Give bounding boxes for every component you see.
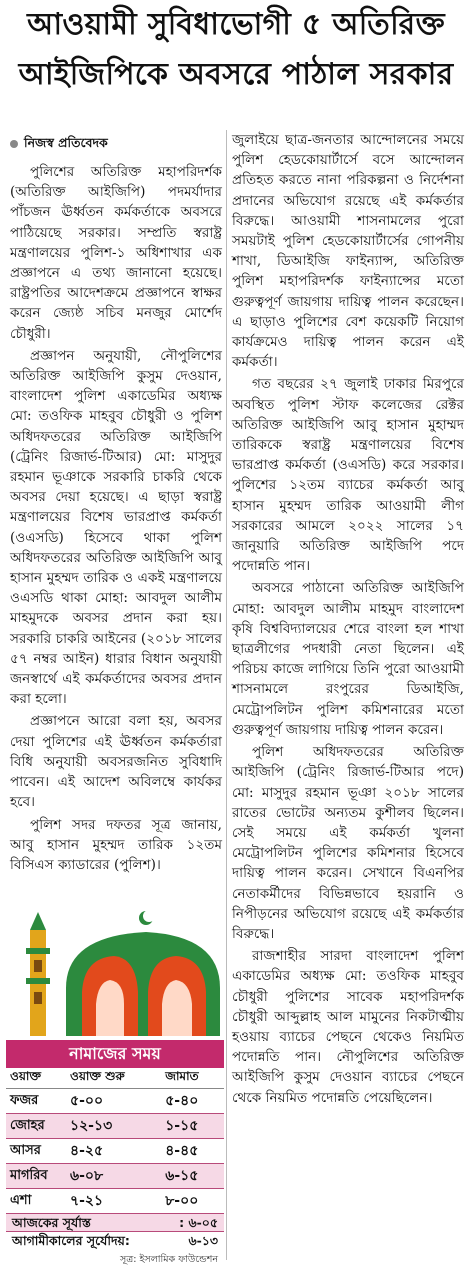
mosque-illustration xyxy=(6,908,224,1040)
prayer-header-start: ওয়াক্ত শুরু xyxy=(66,1068,161,1089)
prayer-row xyxy=(6,1114,224,1139)
prayer-start: ৭-২১ xyxy=(66,1189,161,1214)
article-column-left xyxy=(10,134,222,877)
prayer-name: এশা xyxy=(6,1189,66,1214)
prayer-jamat: ১-১৫ xyxy=(161,1114,224,1139)
sunrise-label: আগামীকালের সূর্যোদয়: xyxy=(12,1233,130,1248)
prayer-start: ৫-০০ xyxy=(66,1089,161,1114)
prayer-row xyxy=(6,1164,224,1189)
prayer-row xyxy=(6,1189,224,1214)
prayer-header-waqt: ওয়াক্ত xyxy=(6,1068,66,1089)
prayer-name: ফজর xyxy=(6,1089,66,1114)
paragraph: অবসরে পাঠানো অতিরিক্ত আইজিপি মোহা: আবদুল আলীম মাহমুদ বাংলাদেশ কৃষি বিশ্ববিদ্যালয়ের শেরে বাংলা হল শাখা ছাত্রলীগের পদধারী নেতা ছিলেন। এই পরিচয় কাজে লাগিয়ে তিনি পুরো আওয়ামী শাসনামলে রংপুরের ডিআইজি, মেট্রোপলিটন পুলিশ কমিশনারের মতো গুরুত্বপূর্ণ জায়গায় দায়িত্ব পালন করেন। xyxy=(232,580,464,738)
byline xyxy=(10,134,222,152)
prayer-name: মাগরিব xyxy=(6,1164,66,1189)
prayer-row xyxy=(6,1089,224,1114)
paragraph: প্রজ্ঞাপনে আরো বলা হয়, অবসর দেয়া পুলিশের এই ঊর্ধ্বতন কর্মকর্তারা বিধি অনুযায়ী অবসরজনিত সুবিধাদি পাবেন। এই আদেশ অবিলম্বে কার্যকর হবে। xyxy=(10,713,222,811)
prayer-name: আসর xyxy=(6,1139,66,1164)
paragraph: পুলিশের অতিরিক্ত মহাপরিদর্শক (অতিরিক্ত আইজিপি) পদমর্যাদার পাঁচজন ঊর্ধ্বতন কর্মকর্তাকে অবসরে পাঠিয়েছে সরকার। সম্প্রতি স্বরাষ্ট্র মন্ত্রণালয়ের পুলিশ-১ অধিশাখার এক প্রজ্ঞাপনে এ তথ্য জানানো হয়েছে। রাষ্ট্রপতির আদেশক্রমে প্রজ্ঞাপনে স্বাক্ষর করেন জ্যেষ্ঠ সচিব মনজুর মোর্শেদ চৌধুরী। xyxy=(10,164,222,342)
article-column-right xyxy=(232,130,464,1110)
byline-text: নিজস্ব প্রতিবেদক xyxy=(24,135,108,150)
prayer-name: জোহর xyxy=(6,1114,66,1139)
prayer-jamat: ৫-৪০ xyxy=(161,1089,224,1114)
prayer-jamat: ৪-৪৫ xyxy=(161,1139,224,1164)
headline-line-2: আইজিপিকে অবসরে পাঠাল সরকার xyxy=(18,57,454,92)
sunset-value: : ৬-০৫ xyxy=(179,1215,218,1230)
column-divider xyxy=(226,130,227,1260)
prayer-title: নামাজের সময় xyxy=(6,1040,224,1068)
sunrise-value: ৬-১৩ xyxy=(188,1233,218,1248)
prayer-row xyxy=(6,1139,224,1164)
headline-line-1: আওয়ামী সুবিধাভোগী ৫ অতিরিক্ত xyxy=(27,7,445,42)
prayer-start: ১২-১৩ xyxy=(66,1114,161,1139)
prayer-jamat: ৮-০০ xyxy=(161,1189,224,1214)
bullet-icon xyxy=(10,140,18,148)
prayer-header-jamat: জামাত xyxy=(161,1068,224,1089)
prayer-times-box xyxy=(6,1040,224,1265)
source-credit: সূত্র: ইসলামিক ফাউন্ডেশন xyxy=(120,1254,218,1265)
sunrise-row xyxy=(6,1231,224,1249)
sunset-label: আজকের সূর্যাস্ত xyxy=(12,1215,91,1230)
paragraph: গত বছরের ২৭ জুলাই ঢাকার মিরপুরে অবস্থিত পুলিশ স্টাফ কলেজের রেক্টর অতিরিক্ত আইজিপি আবু হাসান মুহাম্মদ তারিককে স্বরাষ্ট্র মন্ত্রণালয়ের বিশেষ ভারপ্রাপ্ত কর্মকর্তা (ওএসডি) করে সরকার। পুলিশের ১২তম ব্যাচের কর্মকর্তা আবু হাসান মুহম্মদ তারিক আওয়ামী লীগ সরকারের আমলে ২০২২ সালের ১৭ জানুয়ারি অতিরিক্ত আইজিপি পদে পদোন্নতি পান। xyxy=(232,376,464,575)
prayer-start: ৬-০৮ xyxy=(66,1164,161,1189)
sunset-row xyxy=(6,1214,224,1231)
headline xyxy=(0,0,472,122)
paragraph: পুলিশ অধিদফতরের অতিরিক্ত আইজিপি (ট্রেনিং রিজার্ভ-টিআর পদে) মো: মাসুদুর রহমান ভূঞা ২০১৮ সালের রাতের ভোটের অন্যতম কুশীলব ছিলেন। সেই সময়ে এই কর্মকর্তা খুলনা মেট্রোপলিটন পুলিশের কমিশনার হিসেবে দায়িত্ব পালন করেন। সেখানে বিএনপির নেতাকর্মীদের বিভিন্নভাবে হয়রানি ও নিপীড়নের অভিযোগ রয়েছে এই কর্মকর্তার বিরুদ্ধে। xyxy=(232,744,464,942)
sun-times xyxy=(6,1214,224,1249)
paragraph: প্রজ্ঞাপন অনুযায়ী, নৌপুলিশের অতিরিক্ত আইজিপি কুসুম দেওয়ান, বাংলাদেশ পুলিশ একাডেমির অধ্যক্ষ মো: তওফিক মাহবুব চৌধুরী ও পুলিশ অধিদফতরের অতিরিক্ত আইজিপি (ট্রেনিং রিজার্ভ-টিআর) মো: মাসুদুর রহমান ভূঞাকে সরকারি চাকরি থেকে অবসর দেয়া হয়েছে। এ ছাড়া স্বরাষ্ট্র মন্ত্রণালয়ের বিশেষ ভারপ্রাপ্ত কর্মকর্তা (ওএসডি) হিসেবে থাকা পুলিশ অধিদফতরের অতিরিক্ত আইজিপি আবু হাসান মুহম্মদ তারিক ও একই মন্ত্রণালয়ে ওএসডি থাকা মোহা: আবদুল আলীম মাহমুদকে অবসর প্রদান করা হয়। সরকারি চাকরি আইনের (২০১৮ সালের ৫৭ নম্বর আইন) ধারার বিধান অনুযায়ী জনস্বার্থে এই কর্মকর্তাদের অবসর প্রদান করা হলো। xyxy=(10,347,222,708)
paragraph: জুলাইয়ে ছাত্র-জনতার আন্দোলনের সময়ে পুলিশ হেডকোয়ার্টার্সে বসে আন্দোলন প্রতিহত করতে নানা পরিকল্পনা ও নির্দেশনা প্রদানের অভিযোগ রয়েছে এই কর্মকর্তার বিরুদ্ধে। আওয়ামী শাসনামলের পুরো সময়টাই পুলিশ হেডকোয়ার্টার্সের গোপনীয় শাখা, ডিআইজি ফাইন্যান্স, অতিরিক্ত পুলিশ মহাপরিদর্শক ফাইন্যান্সের মতো গুরুত্বপূর্ণ জায়গায় দায়িত্ব পালন করেছেন। এ ছাড়াও পুলিশের বেশ কয়েকটি নিয়োগ কার্যক্রমেও দায়িত্ব পালন করেন এই কর্মকর্তা। xyxy=(232,132,464,371)
prayer-table xyxy=(6,1068,224,1214)
paragraph: রাজশাহীর সারদা বাংলাদেশ পুলিশ একাডেমির অধ্যক্ষ মো: তওফিক মাহবুব চৌধুরী পুলিশের সাবেক মহাপরিদর্শক চৌধুরী আব্দুল্লাহ আল মামুনের নিকটাত্মীয় হওয়ায় ব্যাচের পেছনে থেকেও নিয়মিত পদোন্নতি পান। নৌপুলিশের অতিরিক্ত আইজিপি কুসুম দেওয়ান ব্যাচের পেছনে থেকে নিয়মিত পদোন্নতি পেয়েছিলেন। xyxy=(232,948,464,1106)
paragraph: পুলিশ সদর দফতর সূত্র জানায়, আবু হাসান মুহম্মদ তারিক ১২তম বিসিএস ক্যাডারের (পুলিশ)। xyxy=(10,816,222,873)
prayer-start: ৪-২৫ xyxy=(66,1139,161,1164)
prayer-jamat: ৬-১৫ xyxy=(161,1164,224,1189)
